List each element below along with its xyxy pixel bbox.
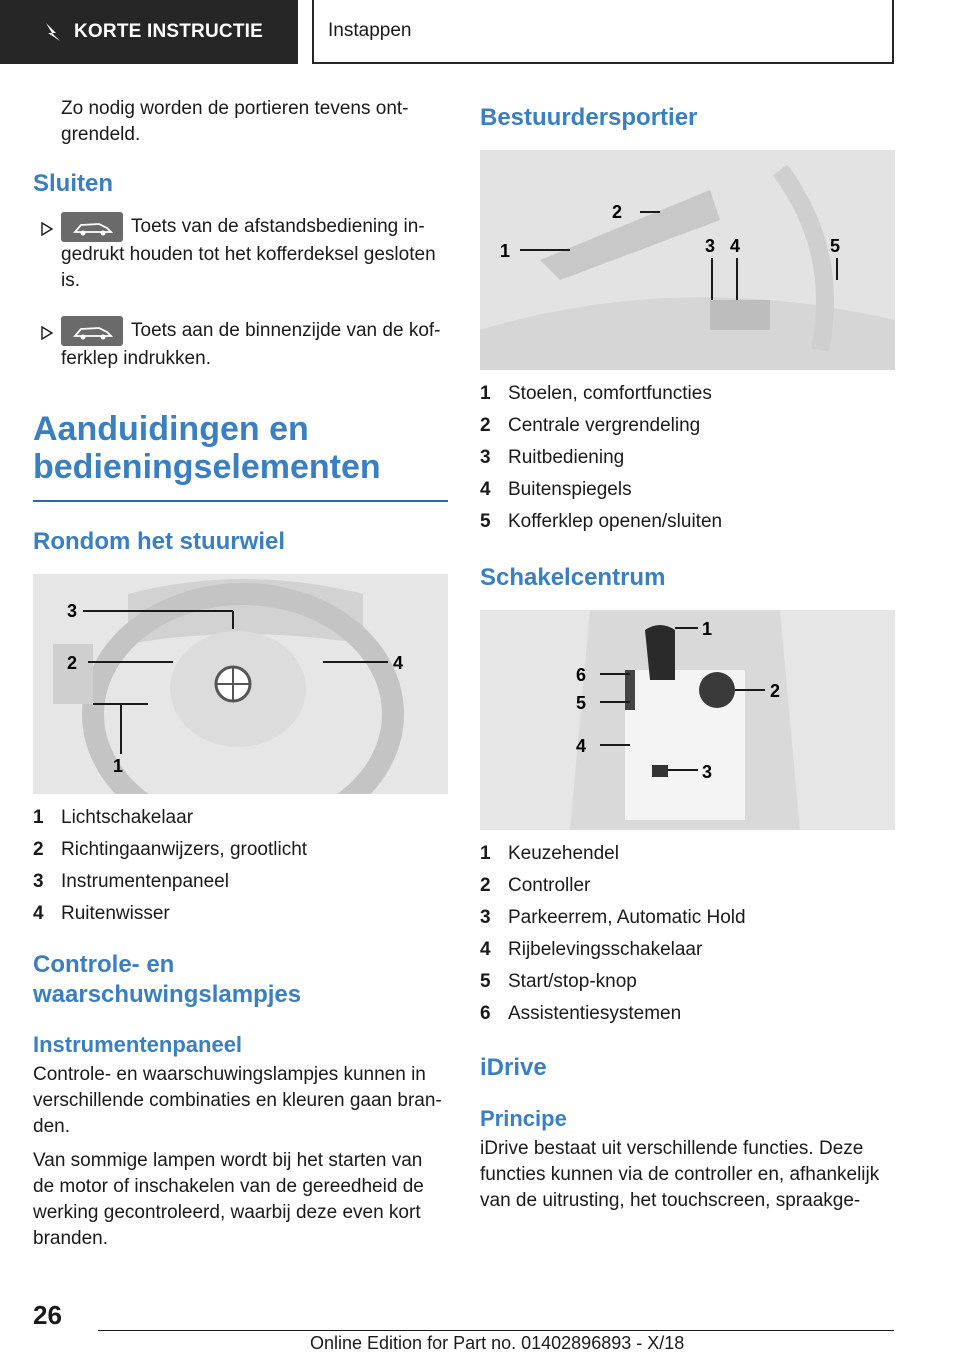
svg-text:5: 5 [830, 236, 841, 256]
trunk-button-icon [61, 316, 123, 346]
right-column [480, 96, 895, 1214]
flash-icon [42, 21, 64, 43]
intro-text: Zo nodig worden de portieren tevens ont-grendeld. [61, 98, 409, 145]
svg-text:5: 5 [576, 693, 587, 713]
panel-heading: Instrumentenpaneel [33, 1032, 243, 1057]
svg-text:2: 2 [67, 653, 78, 673]
main-heading: Aanduidingen en bedieningselementen [33, 410, 381, 486]
console-heading: Schakelcentrum [480, 564, 666, 591]
list-item: 4 Buitenspiegels [480, 479, 632, 500]
section-tab [0, 0, 298, 64]
list-item: 3 Instrumentenpaneel [33, 871, 229, 892]
panel-paragraph-1: Controle- en waarschuwingslampjes kunnen in verschillende combinaties en kleuren gaan bran-den. [33, 1064, 442, 1137]
trunk-button-icon [61, 212, 123, 242]
svg-text:2: 2 [612, 202, 623, 222]
svg-text:3: 3 [705, 236, 716, 256]
svg-text:4: 4 [730, 236, 741, 256]
list-item: 1 Stoelen, comfortfuncties [480, 383, 712, 404]
list-item: 2 Controller [480, 875, 591, 896]
heading-rule [33, 500, 448, 502]
svg-text:3: 3 [67, 601, 78, 621]
list-item: 6 Assistentiesystemen [480, 1003, 682, 1024]
svg-text:4: 4 [393, 653, 404, 673]
principe-heading: Principe [480, 1106, 567, 1131]
edition-text: Online Edition for Part no. 01402896893 - X/18 [310, 1333, 685, 1353]
svg-text:2: 2 [770, 681, 781, 701]
left-column [33, 96, 448, 1252]
list-item: 4 Rijbelevingsschakelaar [480, 939, 703, 960]
panel-paragraph-2: Van sommige lampen wordt bij het starten van de motor of inschakelen van de gereedheid de werking gecontroleerd, waarbij deze even kort branden. [33, 1150, 424, 1249]
section-title: KORTE INSTRUCTIE [74, 21, 263, 42]
list-item: 2 Richtingaanwijzers, grootlicht [33, 839, 308, 860]
list-item: 5 Start/stop-knop [480, 971, 637, 992]
bullet-1 [33, 212, 448, 294]
idrive-heading: iDrive [480, 1054, 547, 1081]
svg-text:4: 4 [576, 736, 587, 756]
svg-text:6: 6 [576, 665, 587, 685]
list-item: 1 Lichtschakelaar [33, 807, 194, 828]
list-item: 4 Ruitenwisser [33, 903, 170, 924]
list-item: 3 Parkeerrem, Automatic Hold [480, 907, 746, 928]
door-image [480, 150, 895, 370]
door-list [480, 378, 895, 538]
svg-text:1: 1 [113, 756, 124, 776]
list-item: 1 Keuzehendel [480, 843, 619, 864]
svg-text:1: 1 [500, 241, 511, 261]
triangle-bullet-icon [33, 212, 61, 236]
bullet-2 [33, 316, 448, 372]
warning-heading: Controle- en waarschuwingslampjes [33, 951, 302, 1008]
bullet-2-text: Toets aan de binnenzijde van de kof-ferklep indrukken. [61, 320, 441, 369]
chapter-tab [312, 0, 894, 64]
principe-text: iDrive bestaat uit verschillende functies. Deze functies kunnen via de controller en, afhankelijk van de uitrusting, het touchscreen, spraakge- [480, 1138, 880, 1211]
page-header [0, 0, 960, 66]
svg-text:1: 1 [702, 619, 713, 639]
chapter-title: Instappen [328, 20, 412, 41]
console-image [480, 610, 895, 830]
door-heading: Bestuurdersportier [480, 104, 698, 131]
console-list [480, 838, 895, 1030]
list-item: 2 Centrale vergrendeling [480, 415, 701, 436]
triangle-bullet-icon [33, 316, 61, 340]
steering-wheel-image [33, 574, 448, 794]
list-item: 3 Ruitbediening [480, 447, 625, 468]
bullet-1-text: Toets van de afstandsbediening in-gedrukt houden tot het kofferdeksel gesloten is. [61, 216, 436, 291]
list-item: 5 Kofferklep openen/sluiten [480, 511, 723, 532]
page-number: 26 [33, 1300, 62, 1330]
steering-heading: Rondom het stuurwiel [33, 528, 285, 555]
svg-text:3: 3 [702, 762, 713, 782]
sluiten-heading: Sluiten [33, 170, 114, 197]
footer-rule [98, 1330, 894, 1331]
steering-list [33, 802, 448, 930]
